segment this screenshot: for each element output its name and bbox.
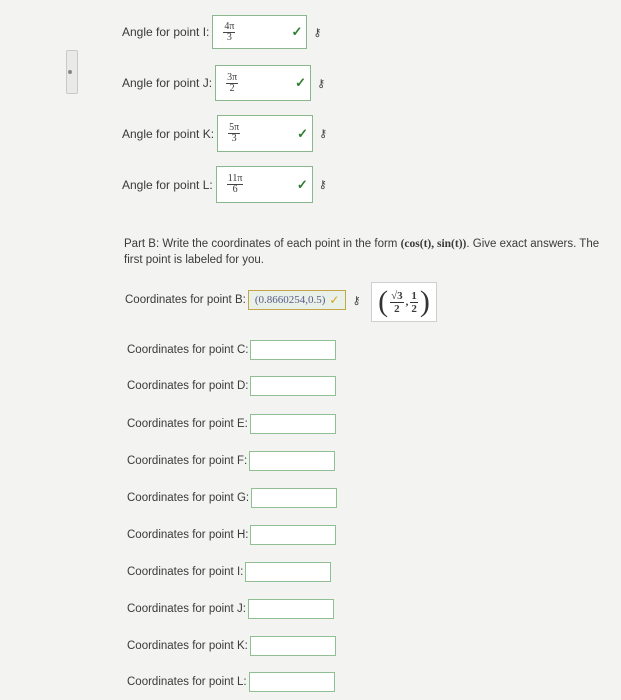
coord-input-f[interactable] — [249, 451, 335, 471]
coord-label-i: Coordinates for point I: — [127, 566, 244, 578]
angle-row-l — [122, 166, 327, 203]
coord-label-k: Coordinates for point K: — [127, 640, 248, 652]
exact-fraction-1: $\frac{√3}{2}$ — [391, 289, 403, 315]
angle-input-k[interactable] — [217, 115, 313, 152]
coord-label-f: Coordinates for point F: — [127, 455, 248, 467]
coord-row-d — [127, 376, 336, 396]
check-icon: ✓ — [329, 292, 340, 307]
angle-row-j — [122, 65, 325, 101]
angle-fraction-i: $\frac{4\pi}{3}$ — [224, 20, 235, 43]
angle-fraction-l: $\frac{11\pi}{6}$ — [227, 173, 243, 195]
check-icon: ✓ — [297, 125, 309, 141]
coord-row-e — [127, 414, 336, 434]
angle-row-i — [122, 15, 321, 49]
coord-label-c: Coordinates for point C: — [127, 344, 249, 356]
coord-row-k — [127, 636, 336, 656]
coord-row-i — [127, 562, 331, 582]
coord-input-b[interactable]: (0.8660254,0.5) ✓ — [248, 290, 347, 310]
coord-row-g — [127, 488, 337, 508]
coord-input-c[interactable] — [250, 340, 336, 360]
coord-row-b — [125, 290, 361, 310]
coord-label-h: Coordinates for point H: — [127, 529, 249, 541]
key-icon[interactable]: ⚷ — [313, 26, 322, 39]
check-icon: ✓ — [296, 176, 308, 192]
exact-fraction-2: $\frac{1}{2}$ — [411, 289, 417, 315]
coord-label-d: Coordinates for point D: — [127, 380, 249, 392]
coord-label-e: Coordinates for point E: — [127, 418, 248, 430]
coord-input-e[interactable] — [250, 414, 336, 434]
coord-input-j[interactable] — [248, 599, 334, 619]
angle-row-k — [122, 115, 327, 152]
coord-label-b: Coordinates for point B: — [125, 294, 246, 306]
key-icon[interactable]: ⚷ — [317, 77, 326, 90]
check-icon: ✓ — [291, 24, 303, 39]
angle-label-j: Angle for point J: — [122, 76, 213, 90]
handle-grip-icon — [68, 70, 72, 74]
angle-fraction-j: $\frac{3\pi}{2}$ — [227, 71, 238, 94]
key-icon[interactable]: ⚷ — [319, 128, 328, 140]
angle-label-k: Angle for point K: — [122, 126, 215, 141]
coord-input-h[interactable] — [250, 525, 336, 545]
key-icon[interactable]: ⚷ — [352, 294, 361, 307]
angle-fraction-k: $\frac{5\pi}{3}$ — [229, 122, 240, 144]
angle-input-l[interactable] — [216, 166, 313, 203]
coord-row-l — [127, 672, 335, 692]
coord-input-i[interactable] — [245, 562, 331, 582]
coord-label-l: Coordinates for point L: — [127, 676, 247, 688]
angle-label-i: Angle for point I: — [122, 25, 210, 39]
coord-input-l[interactable] — [249, 672, 335, 692]
angle-input-j[interactable] — [215, 65, 311, 101]
angle-input-i[interactable] — [212, 15, 307, 49]
coord-row-f — [127, 451, 335, 471]
check-icon: ✓ — [295, 75, 307, 90]
coord-input-d[interactable] — [250, 376, 336, 396]
coord-label-g: Coordinates for point G: — [127, 492, 250, 504]
part-b-instructions: Part B: Write the coordinates of each point in the form (cos(t), sin(t)). Give exact answers. The first point is labeled for you. — [124, 238, 600, 266]
coord-label-j: Coordinates for point J: — [127, 603, 246, 615]
angle-label-l: Angle for point L: — [122, 177, 213, 192]
key-icon[interactable]: ⚷ — [318, 179, 327, 191]
coord-row-j — [127, 599, 334, 619]
coord-row-c — [127, 340, 336, 360]
coord-input-k[interactable] — [250, 636, 336, 656]
coord-row-h — [127, 525, 336, 545]
coord-input-g[interactable] — [251, 488, 337, 508]
exact-answer-display: ( $\frac{√3}{2}$ , $\frac{1}{2}$ ) — [371, 282, 437, 322]
